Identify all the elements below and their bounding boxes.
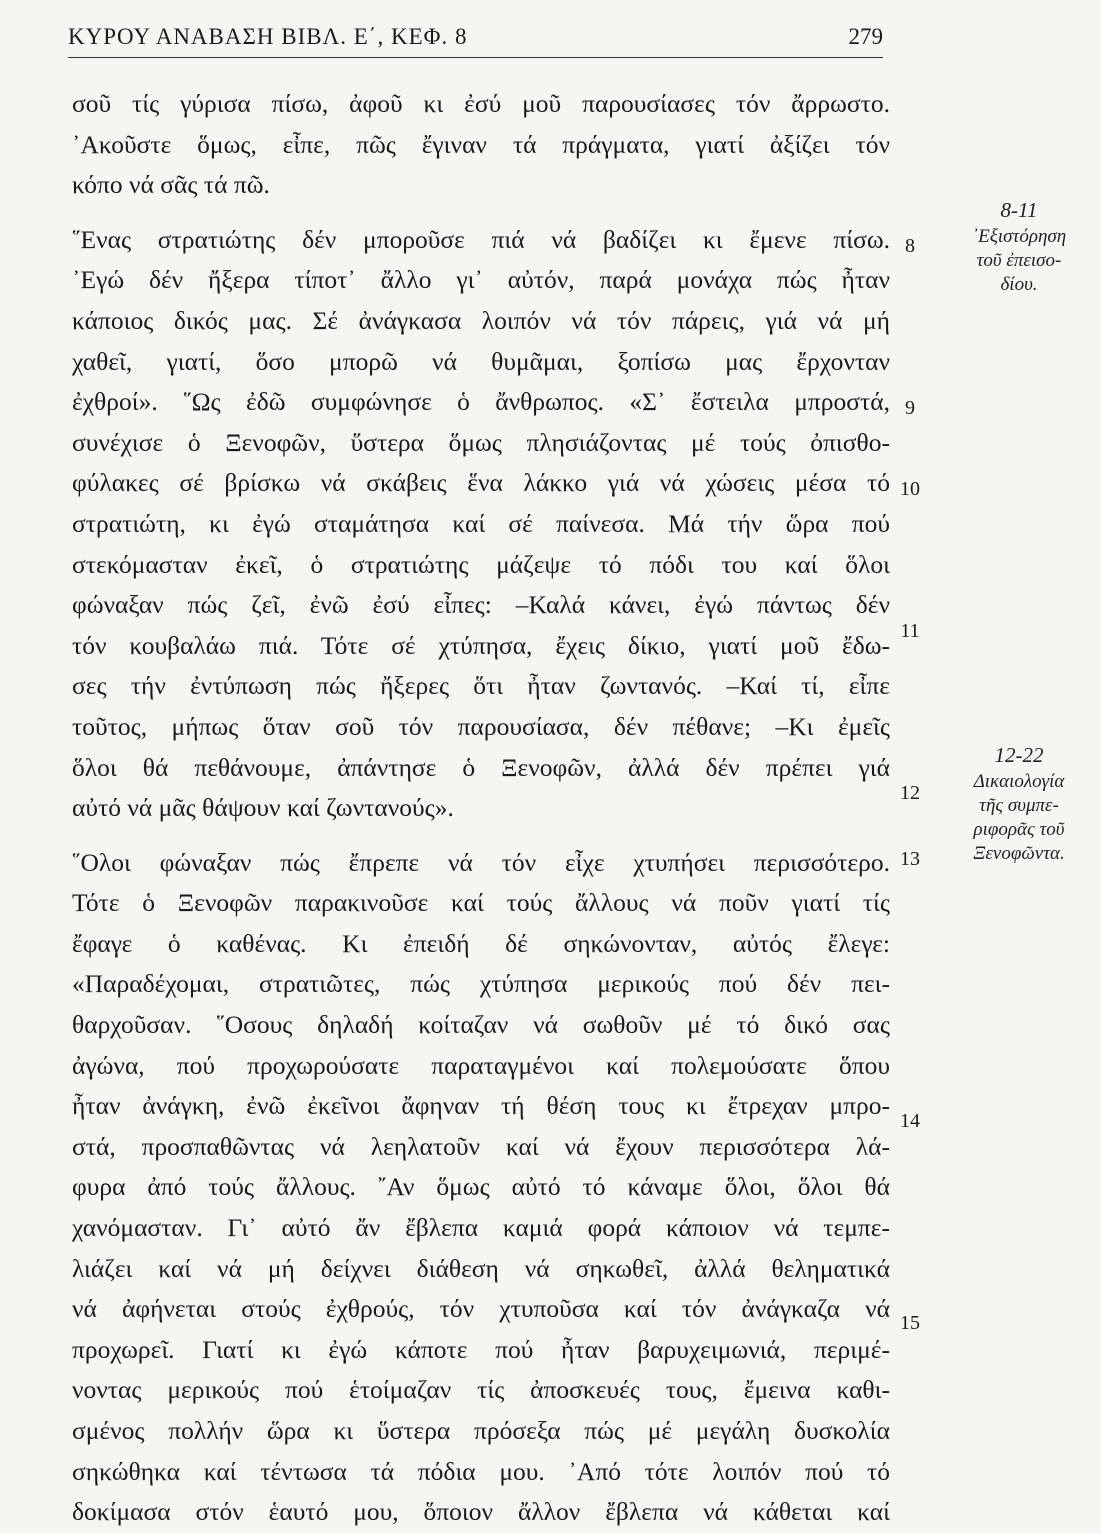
margin-note-line: Ξενοφῶντα. bbox=[973, 843, 1065, 864]
text-line: αὐτό νά μᾶς θάψουν καί ζωντανούς». bbox=[72, 793, 454, 823]
margin-note bbox=[944, 740, 1094, 866]
text-line: Τότε ὁ Ξενοφῶν παρακινοῦσε καί τούς ἄλλους νά ποῦν γιατί τίς bbox=[72, 888, 890, 918]
paragraph-3 bbox=[72, 843, 890, 1533]
margin-note-line: ᾿Εξιστόρηση bbox=[971, 226, 1067, 247]
text-line: στεκόμασταν ἐκεῖ, ὁ στρατιώτης μάζεψε τό πόδι του καί ὅλοι bbox=[72, 549, 890, 579]
text-line: τόν κουβαλάω πιά. Τότε σέ χτύπησα, ἔχεις δίκιο, γιατί μοῦ ἔδω- bbox=[72, 630, 890, 660]
running-head: ΚΥΡΟΥ ΑΝΑΒΑΣΗ ΒΙΒΛ. Ε΄, ΚΕΦ. 8 bbox=[68, 24, 468, 49]
margin-note-range: 8-11 bbox=[1000, 198, 1038, 222]
text-line: φύλακες σέ βρίσκω νά σκάβεις ἕνα λάκκο γιά νά χώσεις μέσα τό bbox=[72, 468, 890, 498]
text-line: στρατιώτη, κι ἐγώ σταμάτησα καί σέ παίνεσα. Μά τήν ὥρα πού bbox=[72, 508, 890, 538]
text-line: ᾿Ακοῦστε ὅμως, εἶπε, πῶς ἔγιναν τά πράγματα, γιατί ἀξίζει τόν bbox=[72, 129, 890, 159]
margin-note-line: δίου. bbox=[1000, 274, 1038, 295]
section-number: 14 bbox=[900, 1110, 920, 1132]
section-number: 12 bbox=[900, 782, 920, 804]
text-line: χανόμασταν. Γι᾿ αὐτό ἄν ἔβλεπα καμιά φορά κάποιον νά τεμπε- bbox=[72, 1213, 890, 1243]
margin-note-line: ριφορᾶς τοῦ bbox=[973, 819, 1065, 840]
text-line: κάποιος δικός μας. Σέ ἀνάγκασα λοιπόν νά τόν πάρεις, γιά νά μή bbox=[72, 305, 890, 335]
margin-note-range: 12-22 bbox=[994, 743, 1044, 767]
text-line: χαθεῖ, γιατί, ὅσο μπορῶ νά θυμᾶμαι, ξοπίσω μας ἔρχονταν bbox=[72, 346, 890, 376]
text-line: νά ἀφήνεται στούς ἐχθρούς, τόν χτυποῦσα καί τόν ἀνάγκαζα νά bbox=[72, 1294, 890, 1324]
header-rule bbox=[68, 57, 883, 58]
section-number: 10 bbox=[900, 478, 920, 500]
text-line: σηκώθηκα καί τέντωσα τά πόδια μου. ᾿Από τότε λοιπόν πού τό bbox=[72, 1456, 890, 1486]
margin-note-line: τῆς συμπε- bbox=[979, 795, 1059, 816]
text-line: ἐχθροί». ῞Ως ἐδῶ συμφώνησε ὁ ἄνθρωπος. «Σ᾿ ἔστειλα μπροστά, bbox=[72, 387, 890, 417]
text-line: προχωρεῖ. Γιατί κι ἐγώ κάποτε πού ἦταν βαρυχειμωνιά, περιμέ- bbox=[72, 1334, 890, 1364]
text-line: λιάζει καί νά μή δείχνει διάθεση νά σηκωθεῖ, ἀλλά θεληματικά bbox=[72, 1253, 890, 1283]
text-line: συνέχισε ὁ Ξενοφῶν, ὕστερα ὅμως πλησιάζοντας μέ τούς ὀπισθο- bbox=[72, 427, 890, 457]
text-line: ῞Ολοι φώναξαν πώς ἔπρεπε νά τόν εἶχε χτυπήσει περισσότερο. bbox=[72, 847, 890, 877]
text-line: «Παραδέχομαι, στρατιῶτες, πώς χτύπησα μερικούς πού δέν πει- bbox=[72, 969, 890, 999]
text-line: στά, προσπαθῶντας νά λεηλατοῦν καί νά ἔχουν περισσότερα λά- bbox=[72, 1131, 890, 1161]
text-line: σες τήν ἐντύπωση πώς ἤξερες ὅτι ἦταν ζωντανός. –Καί τί, εἶπε bbox=[72, 671, 890, 701]
text-line: τοῦτος, μήπως ὅταν σοῦ τόν παρουσίασα, δέν πέθανε; –Κι ἐμεῖς bbox=[72, 711, 890, 741]
text-line: ὅλοι θά πεθάνουμε, ἀπάντησε ὁ Ξενοφῶν, ἀλλά δέν πρέπει γιά bbox=[72, 752, 890, 782]
section-number: 13 bbox=[900, 848, 920, 870]
margin-note-line: τοῦ ἐπεισο- bbox=[976, 250, 1062, 271]
text-line: φυρα ἀπό τούς ἄλλους. ῎Αν ὅμως αὐτό τό κάναμε ὅλοι, ὅλοι θά bbox=[72, 1172, 890, 1202]
text-line: σοῦ τίς γύρισα πίσω, ἀφοῦ κι ἐσύ μοῦ παρουσίασες τόν ἄρρωστο. bbox=[72, 89, 890, 118]
section-number: 8 bbox=[905, 235, 915, 257]
text-line: ἦταν ἀνάγκη, ἐνῶ ἐκεῖνοι ἄφηναν τή θέση τους κι ἔτρεχαν μπρο- bbox=[72, 1091, 890, 1121]
section-number: 9 bbox=[905, 397, 915, 419]
text-line: σμένος πολλήν ὥρα κι ὕστερα πρόσεξα πώς μέ μεγάλη δυσκολία bbox=[72, 1416, 890, 1445]
text-line: νοντας μερικούς πού ἑτοίμαζαν τίς ἀποσκευές τους, ἔμεινα καθι- bbox=[72, 1375, 890, 1405]
page-header bbox=[68, 22, 883, 56]
section-number: 11 bbox=[900, 620, 920, 642]
page-number: 279 bbox=[848, 24, 883, 49]
section-number: 15 bbox=[900, 1312, 920, 1334]
paragraph-2 bbox=[72, 220, 890, 829]
text-line: κόπο νά σᾶς τά πῶ. bbox=[72, 170, 270, 200]
margin-note bbox=[944, 195, 1094, 297]
text-line: ἔφαγε ὁ καθένας. Κι ἐπειδή δέ σηκώνονταν, αὐτός ἔλεγε: bbox=[72, 928, 890, 958]
margin-note-line: Δικαιολογία bbox=[973, 771, 1065, 792]
text-line: ῞Ενας στρατιώτης δέν μποροῦσε πιά νά βαδίζει κι ἔμενε πίσω. bbox=[72, 224, 890, 254]
text-line: ᾿Εγώ δέν ἤξερα τίποτ᾿ ἄλλο γι᾿ αὐτόν, παρά μονάχα πώς ἦταν bbox=[72, 265, 890, 295]
paragraph-1 bbox=[72, 84, 890, 206]
text-line: δοκίμασα στόν ἑαυτό μου, ὅποιον ἄλλον ἔβλεπα νά κάθεται καί bbox=[72, 1497, 890, 1527]
text-line: θαρχοῦσαν. ῞Οσους δηλαδή κοίταζαν νά σωθοῦν μέ τό δικό σας bbox=[72, 1010, 890, 1040]
body-text bbox=[72, 84, 890, 1533]
text-line: ἀγώνα, πού προχωρούσατε παραταγμένοι καί πολεμούσατε ὅπου bbox=[72, 1050, 890, 1080]
text-line: φώναξαν πώς ζεῖ, ἐνῶ ἐσύ εἶπες: –Καλά κάνει, ἐγώ πάντως δέν bbox=[72, 590, 890, 620]
